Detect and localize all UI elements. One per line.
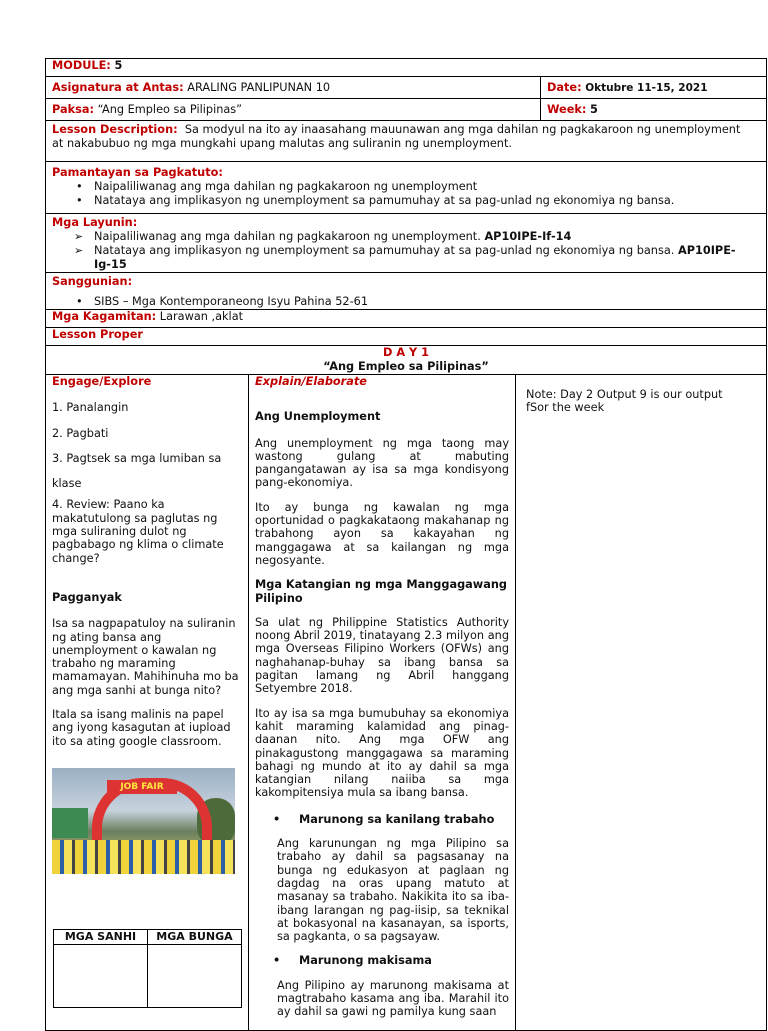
- subject-value: ARALING PANLIPUNAN 10: [187, 80, 331, 94]
- pagganyak-text: Isa sa nagpapatuloy na suliranin ng ating bansa ang unemployment o kawalan ng trabaho ng maraming mamamayan. Mahihinuha mo ba ang mga sanhi at bunga nito?: [52, 617, 239, 697]
- date-cell: [541, 77, 767, 99]
- engage-column: [46, 375, 249, 1031]
- objective-text: Natataya ang implikasyon ng unemployment sa pamumuhay at sa pag-unlad ng ekonomiya ng bansa.: [94, 244, 675, 257]
- module-label: MODULE:: [52, 59, 111, 72]
- objective-code-cont: Ig-15: [94, 258, 127, 271]
- explain-paragraph: Ang unemployment ng mga taong may wastong gulang at mabuting pangangatawan ay isa sa mga kondisyong pang-ekonomiya.: [255, 436, 509, 490]
- standards-item: • Natataya ang implikasyon ng unemployment sa pamumuhay at sa pag-unlad ng ekonomiya ng bansa.: [80, 194, 760, 208]
- photo-tent: [52, 808, 88, 838]
- module-row: [46, 59, 767, 77]
- engage-review: 4. Review: Paano ka makatutulong sa paglutas ng mga suliraning dulot ng pagbabago ng klima o climate change?: [52, 498, 224, 565]
- lesson-proper-cell: [46, 328, 767, 346]
- subject-label: Asignatura at Antas:: [52, 80, 184, 94]
- trait-text: Ang karunungan ng mga Pilipino sa trabaho ay dahil sa pagsasanay na bunga ng edukasyon at paglaan ng dagdag na oras upang matuto at masanay sa trabaho. Nakikita ito sa iba-ibang larangan ng pag-iisip, sa teknikal at bokasyonal na kasanayan, sa isports, sa pagkanta, o sa pagsayaw.: [277, 837, 509, 944]
- materials-cell: [46, 310, 767, 328]
- lesson-description-line2: at nakabubuo ng mga mungkahi upang malutas ang suliranin ng unemployment.: [52, 137, 512, 150]
- job-fair-photo: [52, 768, 235, 874]
- note-line: Note: Day 2 Output 9 is our output: [526, 388, 723, 401]
- day-label: D A Y 1: [383, 346, 429, 359]
- subject-cell: [46, 77, 541, 99]
- objectives-label: Mga Layunin:: [52, 216, 138, 229]
- materials-value: Larawan ,aklat: [159, 310, 244, 323]
- standards-label: Pamantayan sa Pagkatuto:: [52, 166, 223, 179]
- day-title: “Ang Empleo sa Pilipinas”: [323, 360, 489, 373]
- lesson-proper-label: Lesson Proper: [52, 328, 143, 341]
- lesson-columns: [45, 374, 767, 1031]
- engage-step: 2. Pagbati: [52, 426, 109, 440]
- note-column: [516, 375, 767, 1031]
- standards-item: • Naipaliliwanag ang mga dahilan ng pagkakaroon ng unemployment: [80, 180, 760, 194]
- objective-text: Naipaliliwanag ang mga dahilan ng pagkakaroon ng unemployment.: [94, 230, 481, 243]
- standards-cell: [46, 162, 767, 214]
- week-value: 5: [590, 102, 598, 116]
- topic-value: “Ang Empleo sa Pilipinas”: [97, 102, 243, 116]
- katangian-subheading: Mga Katangian ng mga Manggagawang Pilipino: [255, 578, 507, 605]
- materials-label: Mga Kagamitan:: [52, 310, 157, 323]
- date-value: Oktubre 11-15, 2021: [585, 81, 708, 94]
- trait-text: Ang Pilipino ay marunong makisama at magtrabaho kasama ang iba. Marahil ito ay dahil sa gawi ng pamilya kung saan: [277, 978, 509, 1019]
- engage-step: 3. Pagtsek sa mga lumiban sa: [52, 451, 222, 465]
- objectives-list: [52, 230, 760, 272]
- explain-paragraph: Ito ay bunga ng kawalan ng mga oportunidad o pagkakataong makahanap ng trabahong ayon sa kakayahan ng manggagawa at sa kailangan ng mga negosyante.: [255, 500, 509, 567]
- objectives-cell: [46, 214, 767, 273]
- photo-sign: JOB FAIR: [107, 780, 177, 794]
- sanhi-header: MGA SANHI: [54, 929, 148, 944]
- explain-paragraph: Ito ay isa sa mga bumubuhay sa ekonomiya kahit maraming kalamidad ang pinag-daanan nito. Ang mga OFW ang pinakagustong manggagawa sa maraming bahagi ng mundo at ito ay dahil sa mga katangian nilang naiiba sa mga kakompitensiya mula sa ibang bansa.: [255, 706, 509, 800]
- module-value: 5: [114, 59, 123, 72]
- day-title-cell: [46, 346, 767, 375]
- week-label: Week:: [547, 102, 587, 116]
- note-line: fSor the week: [526, 401, 605, 414]
- photo-crowd: [52, 840, 235, 874]
- trait-heading: • Marunong makisama: [255, 954, 509, 967]
- bunga-header: MGA BUNGA: [148, 929, 242, 944]
- date-label: Date:: [547, 80, 582, 94]
- topic-label: Paksa:: [52, 102, 94, 116]
- engage-heading: Engage/Explore: [52, 375, 152, 388]
- objective-code: AP10IPE-: [677, 244, 736, 257]
- explain-paragraph: Sa ulat ng Philippine Statistics Authority noong Abril 2019, tinatayang 2.3 milyon ang mga Overseas Filipino Workers (OFWs) ang naghahanap-buhay sa ibang bansa sa pagitan lamang ng Abril hanggang Setyembre 2018.: [255, 615, 509, 696]
- explain-heading: Explain/Elaborate: [255, 375, 367, 388]
- reference-item: • SIBS – Mga Kontemporaneong Isyu Pahina 52-61: [80, 295, 760, 309]
- sanhi-answer-cell: [54, 944, 148, 1007]
- bunga-answer-cell: [148, 944, 242, 1007]
- explain-column: [249, 375, 516, 1031]
- lesson-description-line1: Sa modyul na ito ay inaasahang mauunawan ang mga dahilan ng pagkakaroon ng unemployment: [184, 123, 741, 136]
- objective-item: [80, 244, 760, 272]
- pagganyak-heading: Pagganyak: [52, 590, 122, 604]
- references-cell: [46, 273, 767, 310]
- sanhi-bunga-table: [53, 929, 242, 1008]
- header-table: [45, 58, 767, 375]
- topic-cell: [46, 99, 541, 121]
- objective-item: [80, 230, 760, 244]
- lesson-description-label: Lesson Description:: [52, 123, 178, 136]
- references-label: Sanggunian:: [52, 275, 133, 288]
- unemployment-subheading: Ang Unemployment: [255, 410, 381, 424]
- standards-list: [52, 180, 760, 208]
- engage-instruction: Itala sa isang malinis na papel ang iyong kasagutan at iupload ito sa ating google classroom.: [52, 708, 231, 748]
- engage-step: 1. Panalangin: [52, 401, 129, 415]
- trait-heading: • Marunong sa kanilang trabaho: [255, 813, 509, 826]
- lesson-plan-document: [45, 58, 766, 1019]
- engage-step: klase: [52, 477, 82, 491]
- lesson-description-cell: [46, 121, 767, 162]
- week-cell: [541, 99, 767, 121]
- references-list: [52, 295, 760, 309]
- objective-code: AP10IPE-If-14: [484, 230, 572, 243]
